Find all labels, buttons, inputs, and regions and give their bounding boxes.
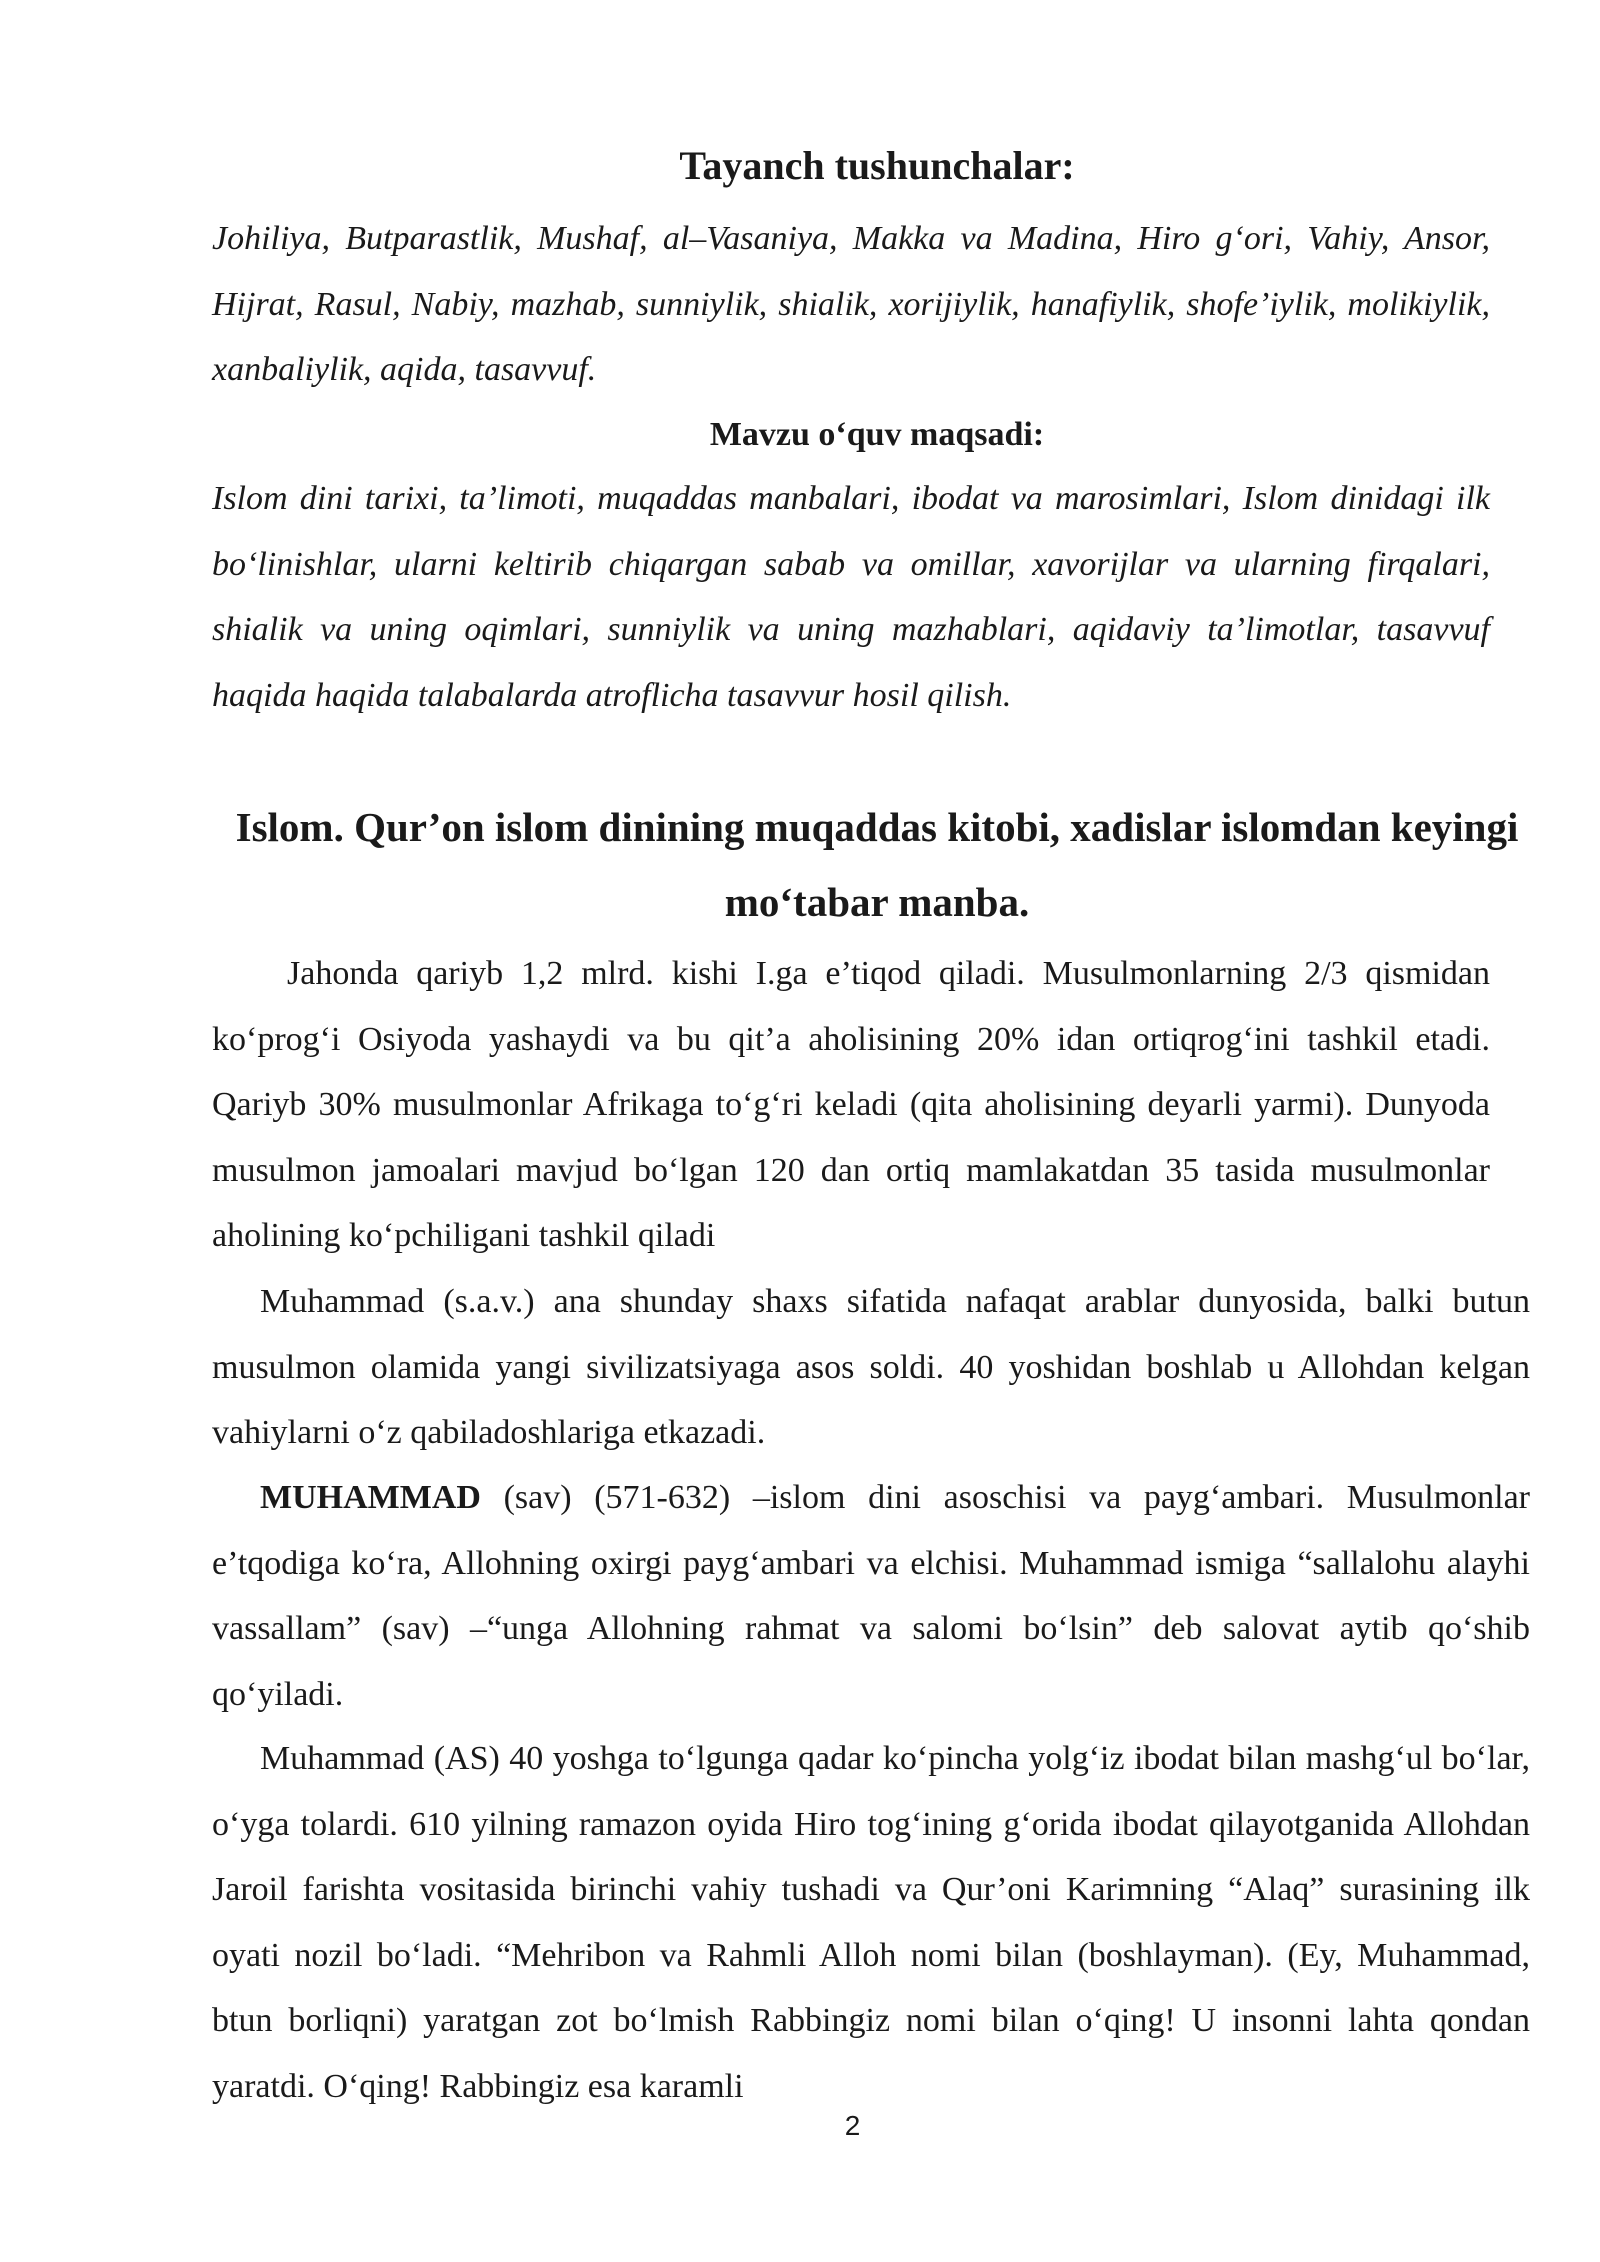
- goal-heading: Mavzu o‘quv maqsadi:: [709, 416, 1045, 453]
- paragraph-muhammad-biography: [212, 1465, 1530, 1727]
- page-number: 2: [844, 2110, 861, 2141]
- paragraph-muhammad-biography-text: (sav) (571-632) –islom dini asoschisi va payg‘ambari. Musulmonlar e’tqodiga ko‘ra, Allohning oxirgi payg‘ambari va elchisi. Muhammad ismiga “sallalohu alayhi vassallam” (sav) –“unga Allohning rahmat va salomi bo‘lsin” deb salovat aytib qo‘shib qo‘yiladi.: [212, 1479, 1530, 1713]
- section-title: Islom. Qur’on islom dinining muqaddas kitobi, xadislar islomdan keyingi mo‘tabar manba.: [235, 804, 1519, 925]
- paragraph-first-revelation: Muhammad (AS) 40 yoshga to‘lgunga qadar ko‘pincha yolg‘iz ibodat bilan mashg‘ul bo‘lar, o‘yga tolardi. 610 yilning ramazon oyida Hiro tog‘ining g‘orida ibodat qilayotganida Allohdan Jaroil farishta vositasida birinchi vahiy tushadi va Qur’oni Karimning “Alaq” surasining ilk oyati nozil bo‘ladi. “Mehribon va Rahmli Alloh nomi bilan (boshlayman). (Ey, Muhammad, btun borliqni) yaratgan zot bo‘lmish Rabbingiz nomi bilan o‘qing! U insonni lahta qondan yaratdi. O‘qing! Rabbingiz esa karamli: [212, 1740, 1530, 2105]
- keywords-text: Johiliya, Butparastlik, Mushaf, al–Vasaniya, Makka va Madina, Hiro g‘ori, Vahiy, Ansor, Hijrat, Rasul, Nabiy, mazhab, sunniylik, shialik, xorijiylik, hanafiylik, shofe’iylik, molikiylik, xanbaliylik, aqida, tasavvuf.: [212, 220, 1490, 388]
- paragraph-population: Jahonda qariyb 1,2 mlrd. kishi I.ga e’tiqod qiladi. Musulmonlarning 2/3 qismidan ko‘prog‘i Osiyoda yashaydi va bu qit’a aholisining 20% idan ortiqrog‘ini tashkil etadi. Qariyb 30% musulmonlar Afrikaga to‘g‘ri keladi (qita aholisining deyarli yarmi). Dunyoda musulmon jamoalari mavjud bo‘lgan 120 dan ortiq mamlakatdan 35 tasida musulmonlar aholining ko‘pchiligani tashkil qiladi: [212, 955, 1490, 1254]
- paragraph-muhammad-civilization: Muhammad (s.a.v.) ana shunday shaxs sifatida nafaqat arablar dunyosida, balki butun musulmon olamida yangi sivilizatsiyaga asos soldi. 40 yoshidan boshlab u Allohdan kelgan vahiylarni o‘z qabiladoshlariga etkazadi.: [212, 1283, 1530, 1451]
- keywords-heading: Tayanch tushunchalar:: [679, 143, 1075, 188]
- goal-text: Islom dini tarixi, ta’limoti, muqaddas manbalari, ibodat va marosimlari, Islom dinidagi ilk bo‘linishlar, ularni keltirib chiqargan sabab va omillar, xavorijlar va ularning firqalari, shialik va uning oqimlari, sunniylik va uning mazhablari, aqidaviy ta’limotlar, tasavvuf haqida haqida talabalarda atroflicha tasavvur hosil qilish.: [212, 480, 1490, 714]
- muhammad-name-bold: MUHAMMAD: [260, 1479, 481, 1516]
